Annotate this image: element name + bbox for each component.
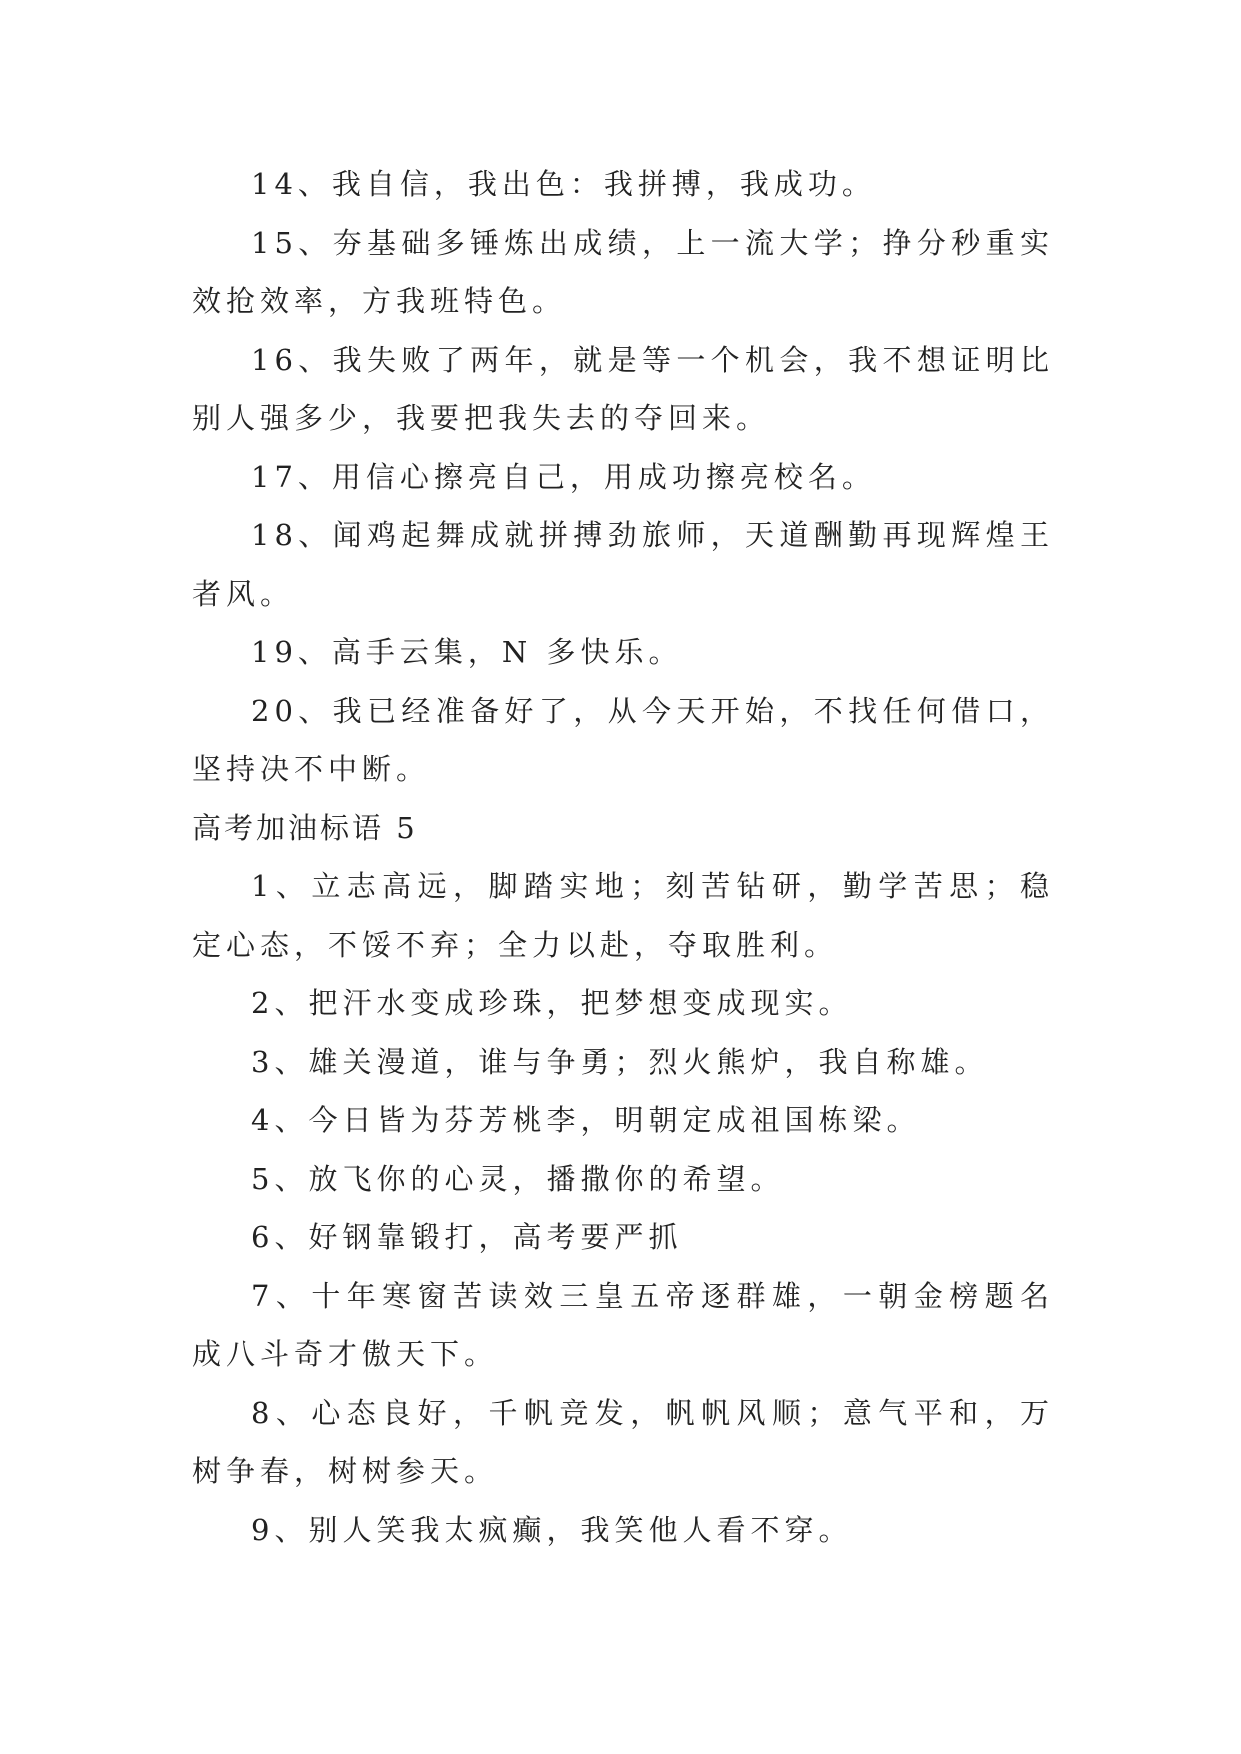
slogan-paragraph: 7、十年寒窗苦读效三皇五帝逐群雄，一朝金榜题名成八斗奇才傲天下。	[192, 1278, 1054, 1371]
document-body	[192, 155, 1054, 1559]
slogan-paragraph: 14、我自信，我出色：我拼搏，我成功。	[251, 167, 876, 201]
slogan-paragraph: 15、夯基础多锤炼出成绩，上一流大学；挣分秒重实效抢效率，方我班特色。	[192, 225, 1054, 318]
slogan-paragraph: 17、用信心擦亮自己，用成功擦亮校名。	[251, 459, 876, 494]
slogan-paragraph: 2、把汗水变成珍珠，把梦想变成现实。	[251, 986, 853, 1020]
slogan-paragraph: 5、放飞你的心灵，播撒你的希望。	[251, 1161, 785, 1196]
slogan-paragraph: 20、我已经准备好了，从今天开始，不找任何借口，坚持决不中断。	[192, 693, 1054, 786]
slogan-paragraph: 9、别人笑我太疯癫，我笑他人看不穿。	[251, 1512, 853, 1547]
slogan-paragraph: 18、闻鸡起舞成就拼搏劲旅师，天道酬勤再现辉煌王者风。	[192, 518, 1054, 611]
section-heading: 高考加油标语 5	[192, 810, 418, 845]
slogan-paragraph: 1、立志高远，脚踏实地；刻苦钻研，勤学苦思；稳定心态，不馁不弃；全力以赴，夺取胜利。	[192, 869, 1054, 962]
slogan-paragraph: 3、雄关漫道，谁与争勇；烈火熊炉，我自称雄。	[251, 1044, 989, 1079]
slogan-paragraph: 16、我失败了两年，就是等一个机会，我不想证明比别人强多少，我要把我失去的夺回来。	[192, 342, 1054, 435]
slogan-paragraph: 4、今日皆为芬芳桃李，明朝定成祖国栋梁。	[251, 1103, 921, 1137]
slogan-paragraph: 8、心态良好，千帆竞发，帆帆风顺；意气平和，万树争春，树树参天。	[192, 1395, 1054, 1488]
slogan-paragraph: 6、好钢靠锻打，高考要严抓	[251, 1220, 683, 1254]
slogan-paragraph: 19、高手云集，N 多快乐。	[251, 635, 683, 669]
